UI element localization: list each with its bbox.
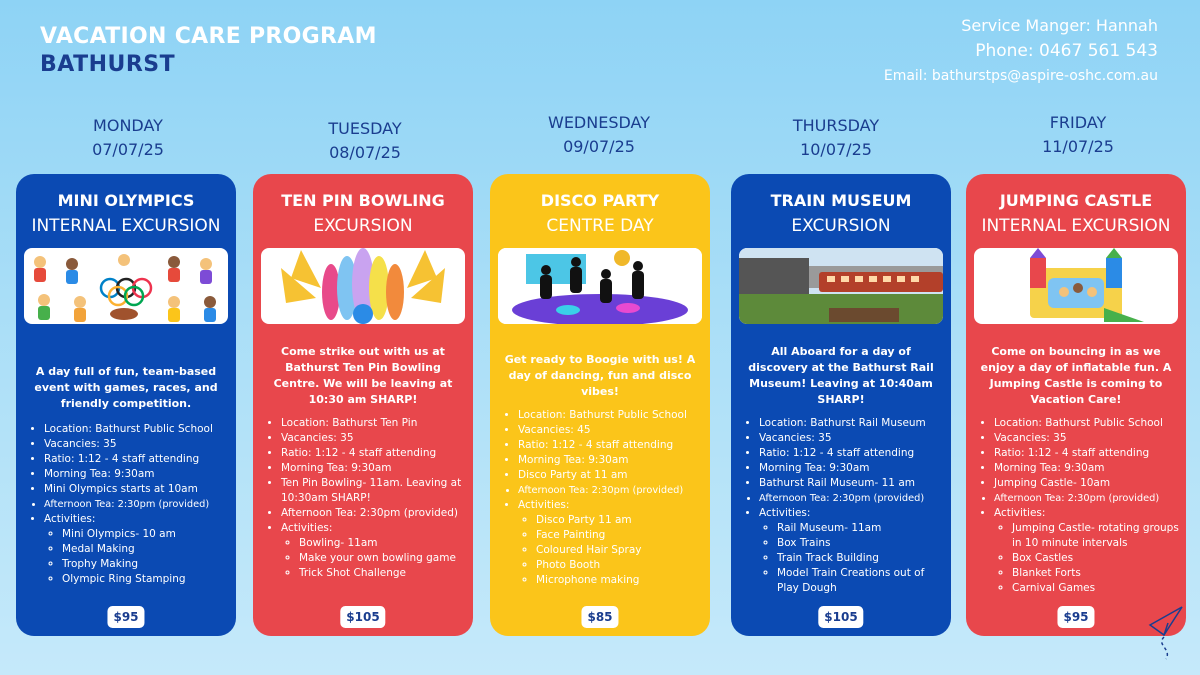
afternoon-tea-item: • Afternoon Tea: 2:30pm (provided) [281, 506, 467, 521]
date-label: 11/07/25 [1042, 137, 1114, 156]
activity-item: ◦ Train Track Building [777, 551, 945, 566]
activities-item [994, 506, 1180, 596]
activities-list [518, 513, 704, 588]
price-badge: $95 [107, 606, 144, 628]
activities-label: Activities: [994, 507, 1046, 519]
card-description: All Aboard for a day of discovery at the Bathurst Rail Museum! Leaving at 10:40am SHARP! [748, 345, 934, 406]
morning-tea-item: • Morning Tea: 9:30am [759, 461, 945, 476]
activity-card-wednesday [490, 174, 710, 636]
card-description: Come on bouncing in as we enjoy a day of inflatable fun. A Jumping Castle is coming to Vacation Care! [980, 345, 1172, 406]
card-title: TEN PIN BOWLING [281, 191, 445, 210]
activity-item: ◦ Make your own bowling game [299, 551, 467, 566]
vacancies-item: • Vacancies: 35 [759, 431, 945, 446]
morning-tea-item: • Morning Tea: 9:30am [44, 467, 230, 482]
day-header-wednesday [499, 111, 699, 159]
activity-item: ◦ Box Trains [777, 536, 945, 551]
ratio-item: • Ratio: 1:12 - 4 staff attending [281, 446, 467, 461]
activities-item [518, 498, 704, 588]
bouncy-castle-image [974, 248, 1178, 324]
ratio-item: • Ratio: 1:12 - 4 staff attending [518, 438, 704, 453]
event-time-item: • Bathurst Rail Museum- 11 am [759, 476, 945, 491]
price-badge: $105 [340, 606, 385, 628]
day-header-friday [978, 111, 1178, 159]
card-details-list [966, 416, 1186, 596]
activities-list [994, 521, 1180, 596]
event-time-item: • Jumping Castle- 10am [994, 476, 1180, 491]
service-manager: Service Manger: Hannah [961, 16, 1158, 35]
activity-item: ◦ Blanket Forts [1012, 566, 1180, 581]
activity-item: ◦ Medal Making [62, 542, 230, 557]
afternoon-tea-item: • Afternoon Tea: 2:30pm (provided) [518, 483, 704, 498]
event-time-item: • Ten Pin Bowling- 11am. Leaving at 10:30am SHARP! [281, 476, 467, 506]
activities-label: Activities: [518, 499, 570, 511]
location-item: • Location: Bathurst Public School [994, 416, 1180, 431]
rail-museum-image [739, 248, 943, 324]
activities-label: Activities: [44, 513, 96, 525]
vacancies-item: • Vacancies: 45 [518, 423, 704, 438]
paper-plane-icon [1146, 603, 1186, 667]
activity-item: ◦ Face Painting [536, 528, 704, 543]
weekday-label: TUESDAY [328, 119, 402, 138]
price-badge: $105 [818, 606, 863, 628]
activity-item: ◦ Microphone making [536, 573, 704, 588]
card-type: CENTRE DAY [546, 216, 654, 236]
olympic-sports-image [24, 248, 228, 324]
day-header-tuesday [265, 117, 465, 165]
activities-item [44, 512, 230, 587]
ratio-item: • Ratio: 1:12 - 4 staff attending [44, 452, 230, 467]
activity-item: ◦ Carnival Games [1012, 581, 1180, 596]
card-title: DISCO PARTY [540, 191, 660, 210]
activity-item: ◦ Model Train Creations out of Play Dough [777, 566, 945, 596]
contact-email: Email: bathurstps@aspire-oshc.com.au [883, 68, 1158, 84]
location-item: • Location: Bathurst Public School [44, 422, 230, 437]
activities-list [759, 521, 945, 596]
activities-list [281, 536, 467, 581]
card-details-list [731, 416, 951, 596]
activity-item: ◦ Olympic Ring Stamping [62, 572, 230, 587]
contact-phone: Phone: 0467 561 543 [975, 41, 1158, 61]
card-details-list [16, 422, 236, 587]
vacancies-item: • Vacancies: 35 [281, 431, 467, 446]
price-badge: $85 [581, 606, 618, 628]
bowling-pins-image [261, 248, 465, 324]
disco-dancers-image [498, 248, 702, 324]
morning-tea-item: • Morning Tea: 9:30am [994, 461, 1180, 476]
price-badge: $95 [1057, 606, 1094, 628]
card-description: A day full of fun, team-based event with games, races, and friendly competition. [34, 365, 218, 410]
activity-card-monday [16, 174, 236, 636]
vacancies-item: • Vacancies: 35 [44, 437, 230, 452]
activities-label: Activities: [281, 522, 333, 534]
activity-card-friday [966, 174, 1186, 636]
activities-list [44, 527, 230, 587]
date-label: 07/07/25 [92, 140, 164, 159]
activity-item: ◦ Disco Party 11 am [536, 513, 704, 528]
ratio-item: • Ratio: 1:12 - 4 staff attending [759, 446, 945, 461]
event-time-item: • Mini Olympics starts at 10am [44, 482, 230, 497]
location-item: • Location: Bathurst Ten Pin [281, 416, 467, 431]
location-item: • Location: Bathurst Public School [518, 408, 704, 423]
activity-item: ◦ Coloured Hair Spray [536, 543, 704, 558]
afternoon-tea-item: • Afternoon Tea: 2:30pm (provided) [44, 497, 230, 512]
activity-item: ◦ Mini Olympics- 10 am [62, 527, 230, 542]
program-location: BATHURST [40, 52, 176, 77]
activity-item: ◦ Box Castles [1012, 551, 1180, 566]
card-type: EXCURSION [313, 216, 413, 236]
day-header-monday [28, 114, 228, 162]
card-title: MINI OLYMPICS [57, 191, 195, 210]
date-label: 08/07/25 [329, 143, 401, 162]
program-title: VACATION CARE PROGRAM [40, 24, 377, 49]
activities-label: Activities: [759, 507, 811, 519]
weekday-label: THURSDAY [792, 116, 880, 135]
date-label: 10/07/25 [800, 140, 872, 159]
ratio-item: • Ratio: 1:12 - 4 staff attending [994, 446, 1180, 461]
card-details-list [490, 408, 710, 588]
card-type: INTERNAL EXCURSION [981, 216, 1171, 236]
activity-item: ◦ Rail Museum- 11am [777, 521, 945, 536]
date-label: 09/07/25 [563, 137, 635, 156]
afternoon-tea-item: • Afternoon Tea: 2:30pm (provided) [994, 491, 1180, 506]
weekday-label: MONDAY [93, 116, 163, 135]
vacancies-item: • Vacancies: 35 [994, 431, 1180, 446]
day-header-thursday [736, 114, 936, 162]
afternoon-tea-item: • Afternoon Tea: 2:30pm (provided) [759, 491, 945, 506]
weekday-label: FRIDAY [1049, 113, 1107, 132]
activity-item: ◦ Jumping Castle- rotating groups in 10 minute intervals [1012, 521, 1180, 551]
activity-item: ◦ Photo Booth [536, 558, 704, 573]
card-type: INTERNAL EXCURSION [31, 216, 221, 236]
morning-tea-item: • Morning Tea: 9:30am [281, 461, 467, 476]
location-item: • Location: Bathurst Rail Museum [759, 416, 945, 431]
activity-item: ◦ Trick Shot Challenge [299, 566, 467, 581]
activity-item: ◦ Bowling- 11am [299, 536, 467, 551]
activities-item [759, 506, 945, 596]
activity-card-tuesday [253, 174, 473, 636]
card-description: Come strike out with us at Bathurst Ten Pin Bowling Centre. We will be leaving at 10:30 am SHARP! [273, 345, 453, 406]
activity-card-thursday [731, 174, 951, 636]
card-description: Get ready to Boogie with us! A day of dancing, fun and disco vibes! [504, 353, 696, 398]
card-details-list [253, 416, 473, 581]
activity-item: ◦ Trophy Making [62, 557, 230, 572]
card-title: JUMPING CASTLE [999, 191, 1153, 210]
card-title: TRAIN MUSEUM [770, 191, 912, 210]
card-type: EXCURSION [791, 216, 891, 236]
activities-item [281, 521, 467, 581]
morning-tea-item: • Morning Tea: 9:30am [518, 453, 704, 468]
event-time-item: • Disco Party at 11 am [518, 468, 704, 483]
weekday-label: WEDNESDAY [548, 113, 650, 132]
